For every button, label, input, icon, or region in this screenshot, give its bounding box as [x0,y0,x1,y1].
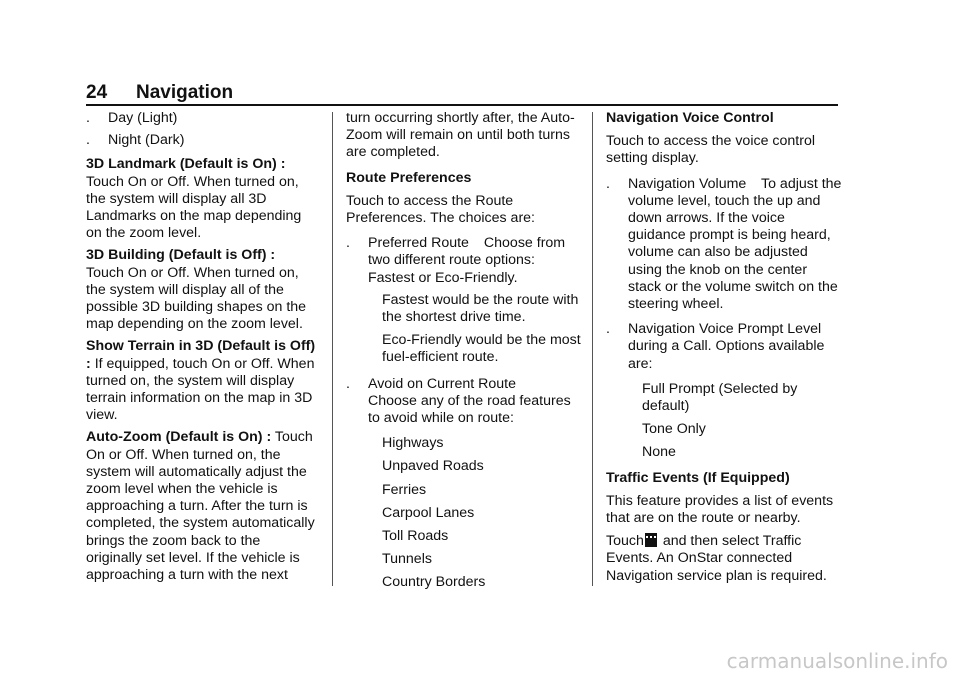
sub-item-fastest: Fastest would be the route with the shortest drive time. [382,291,579,326]
bullet: . [346,375,350,392]
list-item-text: Day (Light) [108,110,178,126]
sub-item: Country Borders [382,574,486,591]
route-preferences-heading: Route Preferences [346,169,472,186]
sub-item: Highways [382,435,444,452]
voice-intro: Touch to access the voice control setting display. [606,133,815,167]
sub-item: Tunnels [382,551,432,568]
bullet: . [606,175,610,192]
page-header [86,82,838,106]
setting-title: 3D Building (Default is Off) : [86,247,276,264]
traffic-touch-word: Touch [606,533,644,550]
traffic-instructions [606,533,842,585]
list-item-text: Choose any of the road features to avoid while on route: [368,392,571,427]
setting-3d-building [86,247,320,333]
traffic-events-heading: Traffic Events (If Equipped) [606,469,790,486]
setting-text: If equipped, touch On or Off. When turned on, the system will display terrain information on the map in 3D view. [86,355,315,424]
list-item-text: Choose from two different route options: Fastest or Eco-Friendly. [368,235,566,286]
list-item [86,110,320,127]
column-left [86,110,320,589]
sub-item: Tone Only [642,421,706,438]
bullet: . [346,235,350,252]
setting-text: Touch On or Off. When turned on, the system will display all of the possible 3D building shapes on the map depending on the zoom level. [86,264,307,333]
setting-title: Auto-Zoom (Default is On) : [86,429,272,446]
list-item-text: To adjust the volume level, touch the up and down arrows. If the voice guidance prompt is being heard, volume can also be adjusted using the knob on the center stack or the volume switch on the steering wheel. [628,175,842,313]
column-right [606,110,842,590]
list-item-navigation-volume [606,176,842,314]
list-item-text: Navigation Voice Prompt Level during a Call. Options available are: [628,321,825,372]
column-middle [346,110,584,597]
setting-show-terrain [86,338,320,424]
sub-item: Carpool Lanes [382,504,475,521]
bullet: . [86,132,90,149]
list-item-voice-prompt-level [606,321,842,373]
header-rule [86,104,838,106]
setting-title: Show Terrain in 3D (Default is Off) : [86,338,316,372]
list-item-label: Navigation Volume [628,175,747,192]
list-item-avoid [346,376,584,428]
traffic-text: This feature provides a list of events that are on the route or nearby. [606,492,834,527]
list-item-preferred-route [346,235,584,287]
sub-item: Toll Roads [382,528,449,545]
column-divider [332,112,333,586]
watermark: carmanualsonline.info [726,649,948,673]
route-intro: Touch to access the Route Preferences. The choices are: [346,192,536,227]
list-item-text: Night (Dark) [108,132,185,149]
sub-item-eco: Eco-Friendly would be the most fuel-efficient route. [382,332,581,366]
bullet: . [86,110,90,126]
sub-item: Ferries [382,481,427,498]
page-number: 24 [86,82,108,103]
list-item [86,132,320,149]
setting-text: Touch On or Off. When turned on, the system will automatically adjust the zoom level when the vehicle is approaching a turn. After the turn is completed, the system automatically brings the zoom back to the originally set level. If the vehicle is approaching a turn with the next [86,429,315,584]
setting-auto-zoom [86,429,320,584]
sub-item: Full Prompt (Selected by default) [642,380,798,415]
setting-title: 3D Landmark (Default is On) : [86,156,286,173]
list-item-label: Preferred Route [368,235,469,252]
section-title: Navigation [136,82,234,103]
continuation-text: turn occurring shortly after, the Auto-Zoom will remain on until both turns are completed. [346,110,575,161]
setting-text: Touch On or Off. When turned on, the system will display all 3D Landmarks on the map depending on the zoom level. [86,173,302,242]
traffic-text-2: and then select Traffic Events. An OnStar connected Navigation service plan is required. [606,533,827,584]
menu-icon [645,533,657,547]
voice-control-heading: Navigation Voice Control [606,110,774,126]
bullet: . [606,321,610,338]
sub-item: Unpaved Roads [382,458,484,475]
column-divider [592,112,593,586]
setting-3d-landmark [86,156,320,242]
list-item-label: Avoid on Current Route [368,375,517,392]
sub-item: None [642,444,676,461]
